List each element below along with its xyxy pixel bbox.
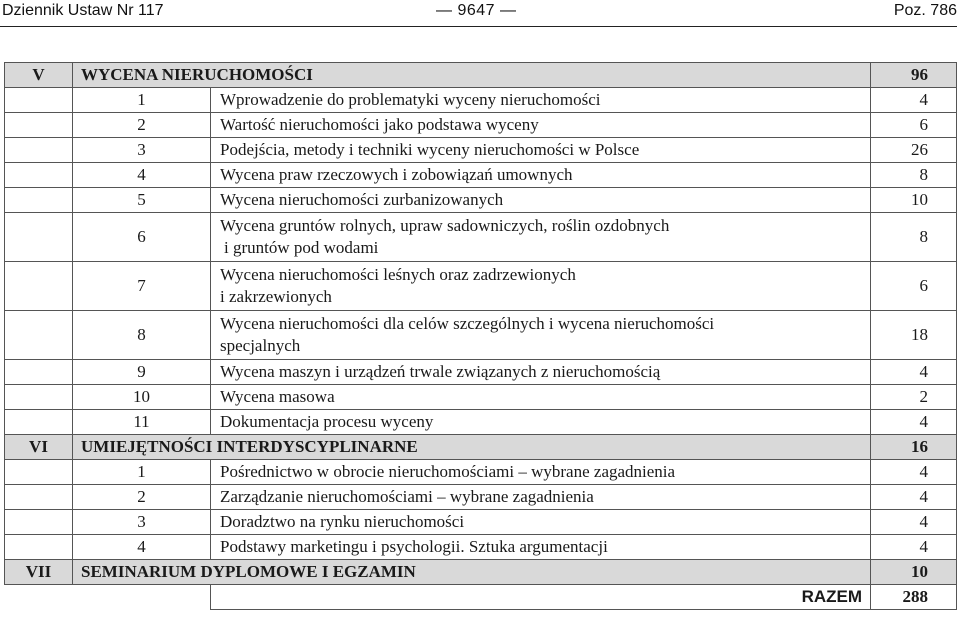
item-title <box>211 535 871 560</box>
item-hours: 4 <box>871 460 957 485</box>
curriculum-table-body <box>5 63 957 610</box>
empty-cell <box>5 113 73 138</box>
table-row <box>5 88 957 113</box>
item-title-line: Zarządzanie nieruchomościami – wybrane zagadnienia <box>220 487 594 506</box>
item-hours: 4 <box>871 510 957 535</box>
section-hours: 16 <box>871 435 957 460</box>
section-number: VII <box>5 560 73 585</box>
item-title-line: Dokumentacja procesu wyceny <box>220 412 434 431</box>
section-row <box>5 63 957 88</box>
item-number: 4 <box>73 535 211 560</box>
empty-cell <box>5 163 73 188</box>
item-title <box>211 385 871 410</box>
empty-cell <box>5 535 73 560</box>
item-title-line: Wycena nieruchomości dla celów szczególnych i wycena nieruchomości <box>220 314 715 333</box>
table-row <box>5 311 957 360</box>
empty-cell <box>5 262 73 311</box>
item-title <box>211 262 871 311</box>
item-title-line: Wycena nieruchomości leśnych oraz zadrzewionych <box>220 265 576 284</box>
item-title <box>211 485 871 510</box>
section-title: UMIEJĘTNOŚCI INTERDYSCYPLINARNE <box>73 435 871 460</box>
item-title-line: i gruntów pod wodami <box>224 238 379 257</box>
empty-cell <box>5 510 73 535</box>
item-title-line: Wycena masowa <box>220 387 335 406</box>
table-row <box>5 360 957 385</box>
table-row <box>5 410 957 435</box>
item-hours: 8 <box>871 213 957 262</box>
item-number: 8 <box>73 311 211 360</box>
position-number: Poz. 786 <box>893 2 957 19</box>
section-number: V <box>5 63 73 88</box>
page-number: — 9647 — <box>436 2 517 19</box>
item-title-line: Wycena nieruchomości zurbanizowanych <box>220 190 504 209</box>
journal-title: Dziennik Ustaw Nr 117 <box>2 2 164 19</box>
section-hours: 10 <box>871 560 957 585</box>
item-hours: 8 <box>871 163 957 188</box>
header-rule <box>0 26 957 27</box>
item-hours: 6 <box>871 113 957 138</box>
table-row <box>5 188 957 213</box>
item-title <box>211 188 871 213</box>
item-title-line: specjalnych <box>220 336 301 355</box>
empty-cell <box>5 311 73 360</box>
item-title-line: Wartość nieruchomości jako podstawa wyceny <box>220 115 539 134</box>
empty-cell <box>5 485 73 510</box>
empty-cell <box>5 188 73 213</box>
table-row <box>5 485 957 510</box>
item-hours: 4 <box>871 88 957 113</box>
total-hours: 288 <box>871 585 957 610</box>
section-hours: 96 <box>871 63 957 88</box>
item-number: 4 <box>73 163 211 188</box>
item-title <box>211 138 871 163</box>
section-title: WYCENA NIERUCHOMOŚCI <box>73 63 871 88</box>
item-title-line: Pośrednictwo w obrocie nieruchomościami – wybrane zagadnienia <box>220 462 676 481</box>
curriculum-table <box>4 62 957 610</box>
item-title <box>211 311 871 360</box>
item-title <box>211 510 871 535</box>
item-number: 10 <box>73 385 211 410</box>
item-hours: 4 <box>871 360 957 385</box>
table-row <box>5 138 957 163</box>
item-title <box>211 460 871 485</box>
item-title <box>211 410 871 435</box>
item-number: 11 <box>73 410 211 435</box>
item-title <box>211 113 871 138</box>
item-title <box>211 88 871 113</box>
item-title-line: i zakrzewionych <box>220 287 332 306</box>
item-title-line: Podstawy marketingu i psychologii. Sztuka argumentacji <box>220 537 608 556</box>
section-row <box>5 435 957 460</box>
item-hours: 18 <box>871 311 957 360</box>
empty-cell <box>5 88 73 113</box>
page-header <box>0 0 959 26</box>
item-hours: 4 <box>871 485 957 510</box>
item-title <box>211 360 871 385</box>
item-title <box>211 213 871 262</box>
item-number: 1 <box>73 460 211 485</box>
table-row <box>5 510 957 535</box>
item-title-line: Wycena maszyn i urządzeń trwale związanych z nieruchomością <box>220 362 661 381</box>
item-hours: 26 <box>871 138 957 163</box>
section-row <box>5 560 957 585</box>
item-hours: 4 <box>871 535 957 560</box>
empty-cell <box>5 410 73 435</box>
section-title: SEMINARIUM DYPLOMOWE I EGZAMIN <box>73 560 871 585</box>
item-title-line: Wycena gruntów rolnych, upraw sadowniczych, roślin ozdobnych <box>220 216 670 235</box>
table-row <box>5 113 957 138</box>
empty-cell <box>5 213 73 262</box>
item-number: 3 <box>73 138 211 163</box>
item-title-line: Wycena praw rzeczowych i zobowiązań umownych <box>220 165 573 184</box>
item-number: 5 <box>73 188 211 213</box>
item-number: 9 <box>73 360 211 385</box>
item-number: 2 <box>73 485 211 510</box>
table-row <box>5 213 957 262</box>
item-number: 1 <box>73 88 211 113</box>
empty-cell <box>5 360 73 385</box>
table-row <box>5 535 957 560</box>
item-title-line: Podejścia, metody i techniki wyceny nieruchomości w Polsce <box>220 140 640 159</box>
total-row <box>5 585 957 610</box>
item-hours: 6 <box>871 262 957 311</box>
table-row <box>5 262 957 311</box>
total-label: RAZEM <box>211 585 871 610</box>
item-title <box>211 163 871 188</box>
item-number: 7 <box>73 262 211 311</box>
empty-cell <box>5 138 73 163</box>
table-row <box>5 163 957 188</box>
empty-cell <box>5 460 73 485</box>
item-number: 6 <box>73 213 211 262</box>
item-number: 3 <box>73 510 211 535</box>
table-row <box>5 460 957 485</box>
item-number: 2 <box>73 113 211 138</box>
section-number: VI <box>5 435 73 460</box>
item-hours: 4 <box>871 410 957 435</box>
empty-cell <box>5 585 211 610</box>
item-hours: 10 <box>871 188 957 213</box>
item-title-line: Doradztwo na rynku nieruchomości <box>220 512 465 531</box>
item-title-line: Wprowadzenie do problematyki wyceny nieruchomości <box>220 90 601 109</box>
empty-cell <box>5 385 73 410</box>
table-row <box>5 385 957 410</box>
item-hours: 2 <box>871 385 957 410</box>
